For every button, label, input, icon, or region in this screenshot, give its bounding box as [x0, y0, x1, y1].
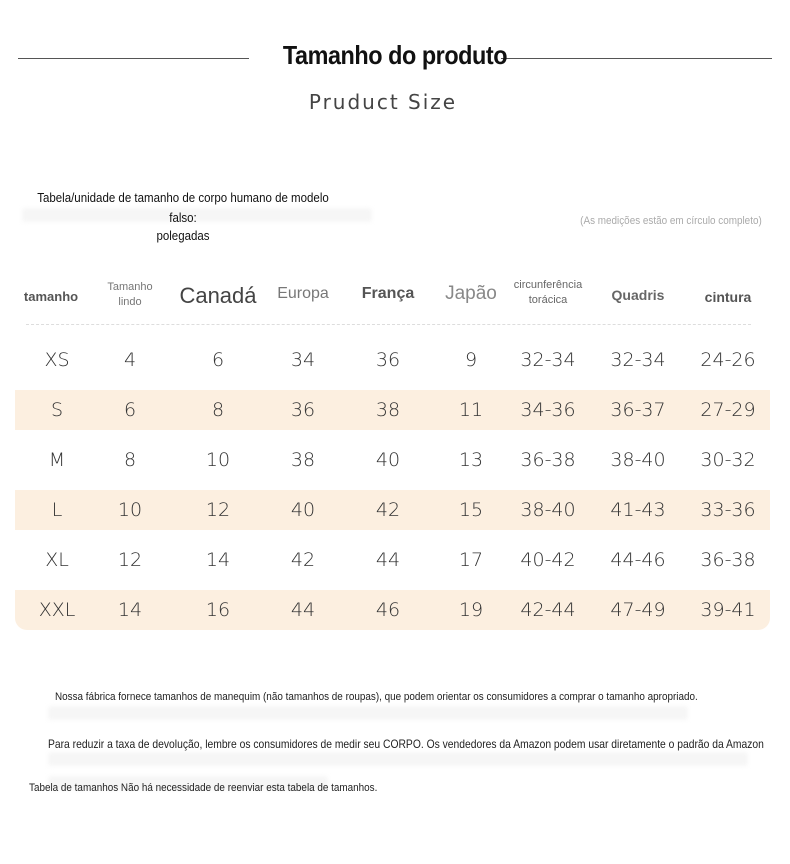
footer-note-2: Para reduzir a taxa de devolução, lembre os consumidores de medir seu CORPO. Os vendedores da Amazon podem usar diretamente o padrão da Amazon	[48, 737, 764, 751]
table-cell: 12	[117, 549, 143, 571]
column-header	[348, 284, 428, 304]
table-cell: XL	[45, 549, 69, 571]
table-cell: 24-26	[700, 349, 756, 371]
table-cell: 42	[375, 499, 401, 521]
column-header-line1: França	[361, 285, 415, 302]
table-cell: 38-40	[520, 499, 576, 521]
column-header-line1: Europa	[277, 285, 329, 302]
table-cell: L	[51, 499, 63, 521]
table-row	[15, 540, 770, 580]
table-row	[15, 440, 770, 480]
column-header	[498, 278, 598, 308]
table-cell: 39-41	[700, 599, 756, 621]
table-cell: 10	[205, 449, 231, 471]
table-cell: 36	[375, 349, 401, 371]
table-cell: 38	[290, 449, 316, 471]
table-cell: 41-43	[610, 499, 666, 521]
table-cell: 47-49	[610, 599, 666, 621]
column-header-line1: Canadá	[179, 283, 257, 308]
page-title: Tamanho do produto	[282, 40, 508, 70]
table-row	[15, 490, 770, 530]
table-cell: XS	[44, 349, 70, 371]
column-header-line1: circunferência	[513, 279, 583, 291]
table-cell: 8	[123, 449, 137, 471]
table-cell: 44-46	[610, 549, 666, 571]
table-cell: 33-36	[700, 499, 756, 521]
column-header-line1: Japão	[445, 283, 497, 304]
table-cell: 36-38	[520, 449, 576, 471]
column-header-line1: cintura	[704, 289, 752, 305]
column-header	[263, 284, 343, 304]
table-cell: 15	[458, 499, 484, 521]
table-cell: 14	[205, 549, 231, 571]
column-header-line1: tamanho	[23, 289, 79, 304]
table-cell: 46	[375, 599, 401, 621]
faded-background-text	[48, 752, 748, 766]
table-cell: 40	[290, 499, 316, 521]
footer-note-3: Tabela de tamanhos Não há necessidade de reenviar esta tabela de tamanhos.	[29, 782, 378, 794]
table-cell: 34	[290, 349, 316, 371]
column-header-line1: Quadris	[611, 287, 665, 303]
table-cell: 44	[375, 549, 401, 571]
table-cell: 30-32	[700, 449, 756, 471]
table-cell: 17	[458, 549, 484, 571]
table-row	[15, 390, 770, 430]
page-subtitle: Pruduct Size	[308, 90, 458, 114]
header-divider	[26, 324, 751, 325]
table-cell: 32-34	[520, 349, 576, 371]
table-cell: 14	[117, 599, 143, 621]
table-cell: 27-29	[700, 399, 756, 421]
column-header	[173, 283, 263, 309]
table-cell: 34-36	[520, 399, 576, 421]
table-cell: M	[48, 449, 66, 471]
column-header	[598, 286, 678, 304]
table-cell: 36-37	[610, 399, 666, 421]
table-row	[15, 590, 770, 630]
table-caption	[22, 188, 344, 246]
table-cell: 42	[290, 549, 316, 571]
table-cell: 42-44	[520, 599, 576, 621]
table-cell: XXL	[38, 599, 76, 621]
table-cell: 36-38	[700, 549, 756, 571]
table-cell: 40-42	[520, 549, 576, 571]
table-cell: 38	[375, 399, 401, 421]
table-cell: 11	[458, 399, 484, 421]
column-header	[95, 280, 165, 310]
footer-note-1: Nossa fábrica fornece tamanhos de manequim (não tamanhos de roupas), que podem orientar os consumidores a comprar o tamanho apropriado.	[55, 691, 698, 703]
table-cell: 12	[205, 499, 231, 521]
table-cell: S	[50, 399, 64, 421]
column-header-line2: lindo	[118, 296, 142, 308]
table-cell: 40	[375, 449, 401, 471]
table-cell: 6	[211, 349, 225, 371]
table-cell: 32-34	[610, 349, 666, 371]
table-cell: 16	[205, 599, 231, 621]
column-header-line2: torácica	[528, 294, 568, 306]
measurement-note: (As medições estão em círculo completo)	[580, 215, 762, 227]
table-row	[15, 340, 770, 380]
column-header	[436, 282, 506, 305]
table-cell: 38-40	[610, 449, 666, 471]
table-caption-line1: Tabela/unidade de tamanho de corpo humano de modelo falso:	[37, 191, 329, 225]
column-header-line1: Tamanho	[107, 281, 153, 293]
table-cell: 4	[123, 349, 137, 371]
table-cell: 9	[464, 349, 478, 371]
column-header	[688, 288, 768, 306]
table-cell: 6	[123, 399, 137, 421]
table-cell: 13	[458, 449, 484, 471]
table-cell: 19	[458, 599, 484, 621]
table-cell: 36	[290, 399, 316, 421]
table-cell: 44	[290, 599, 316, 621]
table-cell: 10	[117, 499, 143, 521]
faded-background-text	[48, 706, 688, 720]
table-cell: 8	[211, 399, 225, 421]
column-header	[11, 288, 91, 305]
table-caption-unit: polegadas	[156, 229, 210, 243]
